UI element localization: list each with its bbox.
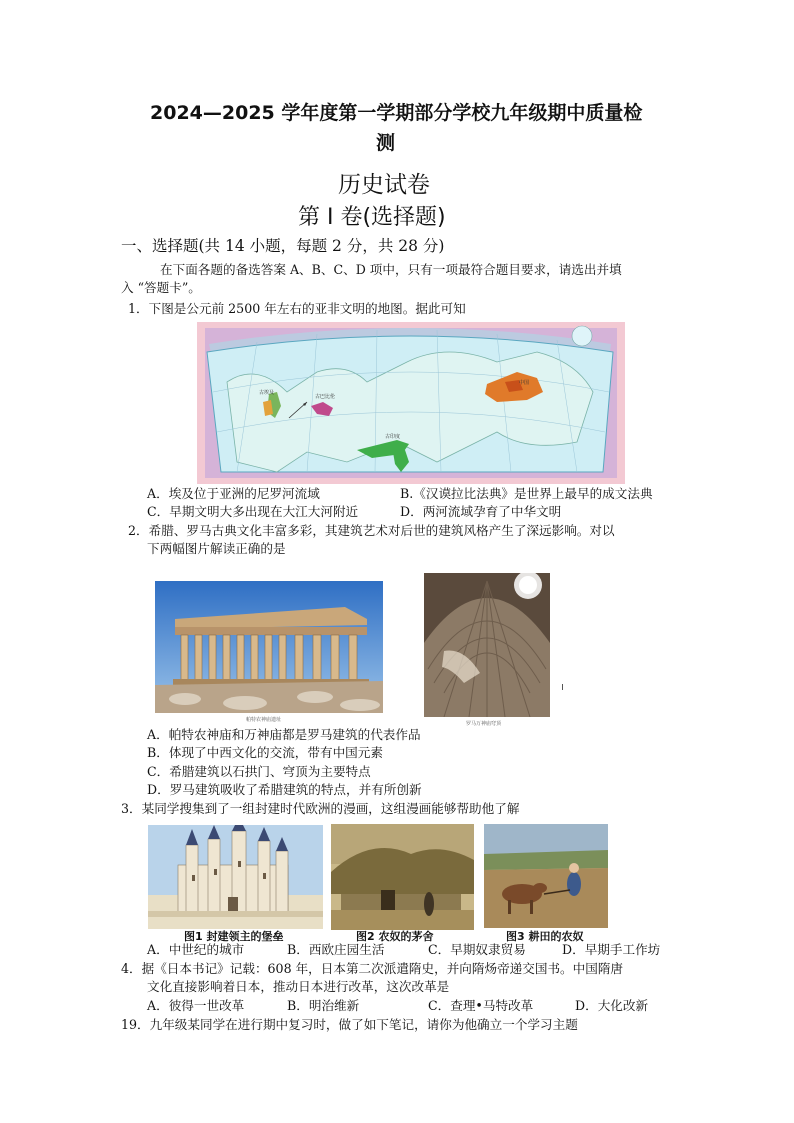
- q4-stem-line2: 文化直接影响着日本，推动日本进行改革，这次改革是: [147, 979, 450, 994]
- exam-title-line2: 测: [376, 132, 396, 154]
- subject-title: 历史试卷: [338, 172, 430, 198]
- q4-stem-line1: 4．据《日本书记》记载：608 年，日本第二次派遣隋史，并向隋炀帝递交国书。中国隋唐: [121, 961, 624, 976]
- q2-stem-line1: 2．希腊、罗马古典文化丰富多彩，其建筑艺术对后世的建筑风格产生了深远影响。对以: [128, 523, 615, 538]
- ancient-civilizations-map: [197, 322, 625, 484]
- q3-option-c: C．早期奴隶贸易: [428, 942, 526, 957]
- figure3-caption: 图3 耕田的农奴: [506, 930, 584, 943]
- q1-option-b: B.《汉谟拉比法典》是世界上最早的成文法典: [400, 486, 653, 501]
- map-label-egypt: 古埃及: [259, 390, 275, 396]
- q2-option-d: D．罗马建筑吸收了希腊建筑的特点，并有所创新: [147, 782, 422, 797]
- instruction-line2: 入 “答题卡”。: [121, 280, 201, 295]
- q3-option-d: D．早期手工作坊: [562, 942, 661, 957]
- part-title: 第 Ⅰ 卷(选择题): [298, 205, 446, 230]
- q4-option-c: C．查理•马特改革: [428, 998, 534, 1013]
- q19-stem: 19．九年级某同学在进行期中复习时，做了如下笔记，请你为他确立一个学习主题: [121, 1017, 578, 1032]
- map-label-babylon: 古巴比伦: [315, 394, 336, 400]
- figure2-caption: 图2 农奴的茅舍: [356, 930, 434, 943]
- q3-stem: 3．某同学搜集到了一组封建时代欧洲的漫画，这组漫画能够帮助他了解: [121, 801, 520, 816]
- q1-option-d: D．两河流域孕育了中华文明: [400, 504, 562, 519]
- map-label-china: 中国: [519, 380, 530, 386]
- q4-option-a: A．彼得一世改革: [147, 998, 245, 1013]
- q3-option-b: B．西欧庄园生活: [287, 942, 385, 957]
- figure1-caption: 图1 封建领主的堡垒: [184, 930, 284, 943]
- section-heading: 一、选择题(共 14 小题，每题 2 分，共 28 分): [121, 237, 445, 255]
- parthenon-caption: 帕特农神庙遗址: [246, 717, 282, 723]
- q1-option-a: A．埃及位于亚洲的尼罗河流域: [147, 486, 320, 501]
- map-label-india: 古印度: [385, 434, 401, 440]
- q2-stem-line2: 下两幅图片解读正确的是: [147, 541, 286, 556]
- parthenon-photo: [155, 581, 383, 713]
- q3-option-a: A．中世纪的城市: [147, 942, 245, 957]
- margin-mark: [562, 684, 563, 690]
- exam-title-line1: 2024—2025 学年度第一学期部分学校九年级期中质量检: [150, 102, 643, 124]
- castle-image: [148, 825, 323, 929]
- pantheon-dome-photo: [424, 573, 550, 717]
- q2-option-b: B．体现了中西文化的交流，带有中国元素: [147, 745, 383, 760]
- plowing-serf-image: [484, 824, 608, 928]
- serf-cottage-image: [331, 824, 474, 930]
- q2-option-c: C．希腊建筑以石拱门、穹顶为主要特点: [147, 764, 371, 779]
- pantheon-caption: 罗马万神庙穹顶: [466, 721, 502, 727]
- q4-option-b: B．明治维新: [287, 998, 360, 1013]
- instruction-line1: 在下面各题的备选答案 A、B、C、D 项中，只有一项最符合题目要求，请选出并填: [160, 262, 622, 277]
- q4-option-d: D．大化改新: [575, 998, 649, 1013]
- q1-option-c: C．早期文明大多出现在大江大河附近: [147, 504, 359, 519]
- q2-option-a: A．帕特农神庙和万神庙都是罗马建筑的代表作品: [147, 727, 421, 742]
- q1-stem: 1．下图是公元前 2500 年左右的亚非文明的地图。据此可知: [128, 301, 466, 316]
